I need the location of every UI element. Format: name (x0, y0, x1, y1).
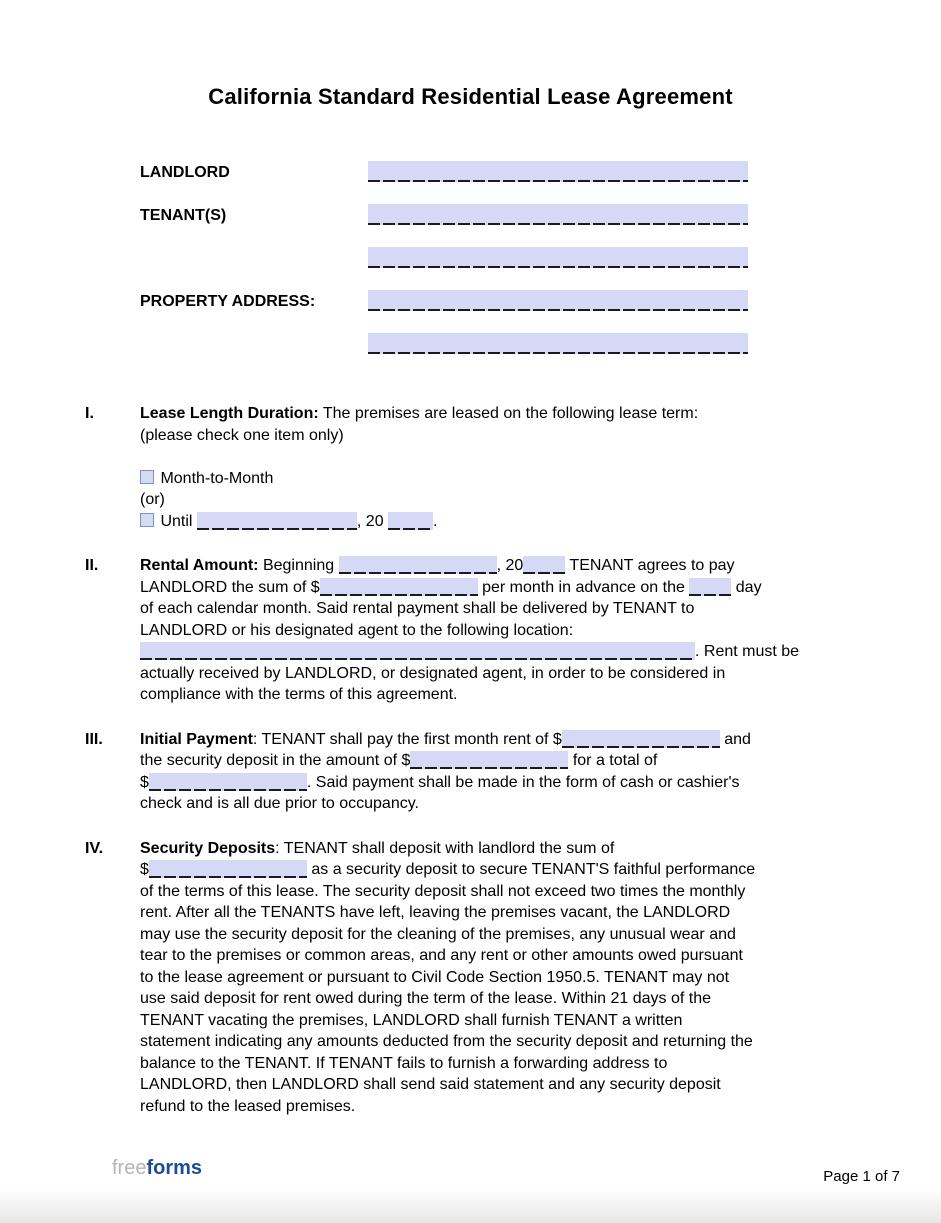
text-line (140, 489, 885, 511)
text-line (140, 750, 885, 772)
section-body (140, 403, 885, 532)
text-line (140, 555, 885, 577)
tenant-name-field-1[interactable] (368, 204, 748, 225)
month-to-month-checkbox[interactable] (140, 470, 154, 484)
body-text: , 20 (496, 557, 524, 574)
initial-security-deposit-field[interactable] (410, 751, 568, 769)
body-text: TENANT vacating the premises, LANDLORD shall furnish TENANT a written (140, 1011, 683, 1029)
section-body (140, 555, 885, 706)
text-line (140, 641, 885, 663)
body-text: LANDLORD, then LANDLORD shall send said statement and any security deposit (140, 1076, 721, 1093)
body-text: check and is all due prior to occupancy. (140, 795, 419, 812)
text-line (140, 1074, 885, 1096)
body-text: actually received by LANDLORD, or designated agent, in order to be considered in (140, 664, 726, 682)
form-header (140, 161, 748, 376)
field-label: TENANT(S) (140, 207, 227, 224)
body-text: LANDLORD the sum of $ (140, 578, 320, 596)
page-title: California Standard Residential Lease Agreement (208, 84, 733, 109)
body-text: Until (156, 512, 197, 530)
text-line (140, 684, 885, 706)
body-text: . Said payment shall be made in the form of cash or cashier's (306, 773, 740, 791)
form-header-row (140, 247, 748, 268)
text-line (140, 838, 885, 860)
until-date-checkbox[interactable] (140, 513, 154, 527)
body-text: for a total of (568, 752, 658, 769)
field-label: LANDLORD (140, 164, 230, 181)
until-date-field[interactable] (197, 512, 357, 530)
text-line (140, 902, 885, 924)
body-text: . (433, 512, 438, 530)
text-line (140, 1096, 885, 1118)
text-line (140, 988, 885, 1010)
text-line (140, 620, 885, 642)
body-text: : TENANT shall pay the first month rent of $ (252, 730, 562, 748)
body-text: the security deposit in the amount of $ (140, 752, 411, 769)
body-text: of each calendar month. Said rental payment shall be delivered by TENANT to (140, 600, 695, 617)
text-line (140, 577, 885, 599)
body-text: $ (140, 861, 149, 878)
section-heading: Initial Payment (140, 730, 253, 748)
section-lease-length-duration (85, 403, 885, 532)
body-text: The premises are leased on the following lease term: (318, 405, 699, 422)
text-line (140, 924, 885, 946)
property-address-field-2[interactable] (368, 333, 748, 354)
section-numeral: I. (85, 405, 94, 422)
section-body (140, 729, 885, 815)
monthly-rent-amount-field[interactable] (320, 578, 478, 596)
rent-begin-year-field[interactable] (523, 556, 565, 574)
section-numeral: IV. (85, 839, 104, 857)
field-label: PROPERTY ADDRESS: (140, 293, 316, 310)
rent-due-day-field[interactable] (689, 578, 731, 596)
text-line (140, 881, 885, 903)
body-text: to the lease agreement or pursuant to Civil Code Section 1950.5. TENANT may not (140, 968, 730, 986)
section-body (140, 838, 885, 1118)
page-bottom-fade (0, 1189, 941, 1223)
body-text: (please check one item only) (140, 426, 344, 444)
form-header-row (140, 161, 748, 182)
text-line (140, 859, 885, 881)
section-security-deposits (85, 838, 885, 1118)
logo-free-text: free (112, 1157, 147, 1179)
body-text: and (719, 730, 751, 748)
first-month-rent-field[interactable] (562, 730, 720, 748)
body-text: per month in advance on the (477, 578, 690, 596)
text-line (140, 772, 885, 794)
text-line (140, 598, 885, 620)
body-text: TENANT agrees to pay (565, 557, 735, 574)
section-heading: Lease Length Duration: (140, 405, 319, 422)
body-text: of the terms of this lease. The security deposit shall not exceed two times the monthly (140, 882, 746, 900)
sections (85, 403, 885, 1140)
section-numeral: II. (85, 557, 99, 574)
body-text: $ (140, 773, 149, 791)
section-heading: Rental Amount: (140, 557, 259, 574)
body-text: (or) (140, 491, 165, 508)
body-text: : TENANT shall deposit with landlord the sum of (275, 839, 615, 857)
page-number: Page 1 of 7 (823, 1168, 900, 1185)
text-line (140, 511, 885, 533)
text-line (140, 1010, 885, 1032)
body-text: , 20 (356, 512, 389, 530)
text-line (140, 945, 885, 967)
property-address-field-1[interactable] (368, 290, 748, 311)
body-text: refund to the leased premises. (140, 1097, 356, 1115)
section-rental-amount (85, 555, 885, 706)
section-numeral: III. (85, 730, 103, 748)
freeforms-logo (112, 1157, 202, 1179)
text-line (140, 468, 885, 490)
body-text: balance to the TENANT. If TENANT fails to furnish a forwarding address to (140, 1054, 668, 1072)
logo-forms-text: forms (146, 1157, 203, 1179)
payment-location-field[interactable] (140, 642, 695, 660)
body-text: may use the security deposit for the cleaning of the premises, any unusual wear and (140, 925, 736, 943)
form-header-row (140, 290, 748, 311)
text-line (140, 403, 885, 425)
text-line (140, 967, 885, 989)
security-deposit-amount-field[interactable] (149, 860, 307, 878)
body-text: Month-to-Month (156, 469, 274, 487)
section-initial-payment (85, 729, 885, 815)
form-header-row (140, 204, 748, 225)
form-header-row (140, 333, 748, 354)
section-heading: Security Deposits (140, 839, 276, 857)
text-line (140, 729, 885, 751)
text-line (140, 1031, 885, 1053)
body-text: as a security deposit to secure TENANT'S faithful performance (306, 861, 756, 878)
until-year-field[interactable] (388, 512, 433, 530)
text-line (140, 1053, 885, 1075)
body-text: Beginning (258, 557, 339, 574)
body-text: rent. After all the TENANTS have left, leaving the premises vacant, the LANDLORD (140, 904, 731, 921)
body-text: day (731, 578, 762, 596)
body-text: LANDLORD or his designated agent to the following location: (140, 621, 574, 639)
landlord-name-field[interactable] (368, 161, 748, 182)
rent-begin-date-field[interactable] (339, 556, 497, 574)
initial-payment-total-field[interactable] (149, 773, 307, 791)
body-text: tear to the premises or common areas, and any rent or other amounts owed pursuant (140, 947, 743, 964)
text-line (140, 663, 885, 685)
text-line (140, 446, 885, 468)
body-text: . Rent must be (695, 643, 800, 660)
tenant-name-field-2[interactable] (368, 247, 748, 268)
body-text: use said deposit for rent owed during the term of the lease. Within 21 days of the (140, 990, 711, 1007)
text-line (140, 425, 885, 447)
text-line (140, 793, 885, 815)
body-text: statement indicating any amounts deducted from the security deposit and returning the (140, 1033, 753, 1050)
body-text: compliance with the terms of this agreement. (140, 686, 458, 703)
